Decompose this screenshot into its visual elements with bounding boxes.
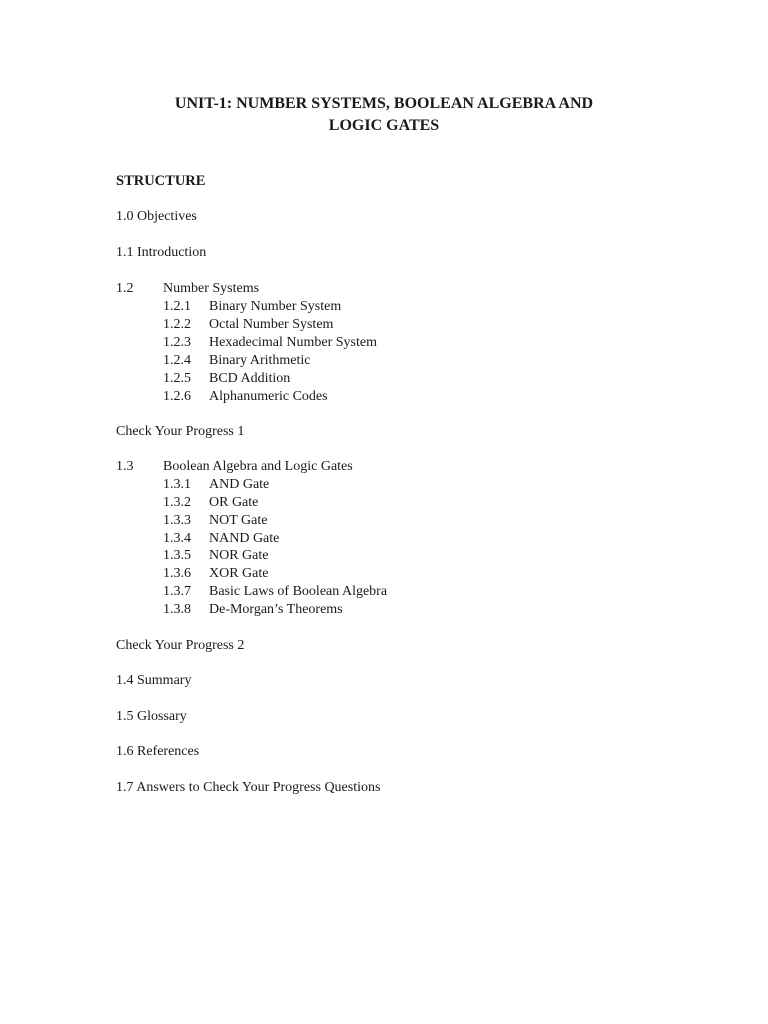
toc-answers: 1.7 Answers to Check Your Progress Questions xyxy=(116,780,381,795)
toc-sub-item xyxy=(163,352,310,370)
toc-sub-number: 1.3.4 xyxy=(163,531,191,546)
toc-sub-label: OR Gate xyxy=(209,495,259,510)
toc-sub-number: 1.2.2 xyxy=(163,317,191,332)
toc-sub-number: 1.3.1 xyxy=(163,477,191,492)
toc-label: Number Systems xyxy=(163,281,260,296)
toc-sub-number: 1.3.8 xyxy=(163,602,191,617)
toc-sub-label: Alphanumeric Codes xyxy=(209,389,328,404)
toc-sub-label: NAND Gate xyxy=(209,531,280,546)
toc-sub-item xyxy=(163,298,341,316)
toc-sub-label: Binary Arithmetic xyxy=(209,353,311,368)
toc-sub-label: Binary Number System xyxy=(209,299,342,314)
toc-sub-item xyxy=(163,583,387,601)
toc-sub-number: 1.3.2 xyxy=(163,495,191,510)
toc-sub-item xyxy=(163,601,343,619)
toc-sub-number: 1.2.3 xyxy=(163,335,191,350)
toc-label: Boolean Algebra and Logic Gates xyxy=(163,459,353,474)
toc-sub-label: NOR Gate xyxy=(209,548,269,563)
toc-check-progress-2: Check Your Progress 2 xyxy=(116,638,245,653)
toc-summary: 1.4 Summary xyxy=(116,673,192,688)
toc-sub-number: 1.2.6 xyxy=(163,389,191,404)
toc-sub-label: Hexadecimal Number System xyxy=(209,335,377,350)
toc-introduction: 1.1 Introduction xyxy=(116,245,207,260)
title-line-1: UNIT-1: NUMBER SYSTEMS, BOOLEAN ALGEBRA AND xyxy=(174,95,594,112)
toc-sub-item xyxy=(163,547,269,565)
toc-sub-label: De-Morgan’s Theorems xyxy=(209,602,343,617)
toc-sub-number: 1.3.6 xyxy=(163,566,191,581)
toc-sub-number: 1.3.3 xyxy=(163,513,191,528)
toc-references: 1.6 References xyxy=(116,744,200,759)
toc-objectives: 1.0 Objectives xyxy=(116,209,197,224)
toc-sub-label: AND Gate xyxy=(209,477,270,492)
toc-number: 1.2 xyxy=(116,281,134,296)
toc-number-systems xyxy=(116,280,259,298)
toc-sub-number: 1.3.5 xyxy=(163,548,191,563)
toc-sub-item xyxy=(163,494,258,512)
toc-sub-item xyxy=(163,370,290,388)
toc-sub-number: 1.2.4 xyxy=(163,353,191,368)
toc-sub-number: 1.3.7 xyxy=(163,584,191,599)
toc-sub-label: NOT Gate xyxy=(209,513,268,528)
toc-boolean-algebra xyxy=(116,458,353,476)
toc-sub-label: Basic Laws of Boolean Algebra xyxy=(209,584,388,599)
toc-number: 1.3 xyxy=(116,459,134,474)
toc-sub-label: Octal Number System xyxy=(209,317,334,332)
toc-sub-label: BCD Addition xyxy=(209,371,291,386)
toc-sub-item xyxy=(163,316,333,334)
toc-check-progress-1: Check Your Progress 1 xyxy=(116,424,245,439)
toc-sub-number: 1.2.5 xyxy=(163,371,191,386)
toc-glossary: 1.5 Glossary xyxy=(116,709,187,724)
structure-heading: STRUCTURE xyxy=(116,173,206,189)
toc-sub-number: 1.2.1 xyxy=(163,299,191,314)
toc-sub-label: XOR Gate xyxy=(209,566,269,581)
toc-sub-item xyxy=(163,565,269,583)
toc-sub-item xyxy=(163,476,269,494)
title-line-2: LOGIC GATES xyxy=(328,117,440,134)
toc-sub-item xyxy=(163,512,267,530)
toc-sub-item xyxy=(163,334,377,352)
toc-sub-item xyxy=(163,388,328,406)
toc-sub-item xyxy=(163,530,279,548)
